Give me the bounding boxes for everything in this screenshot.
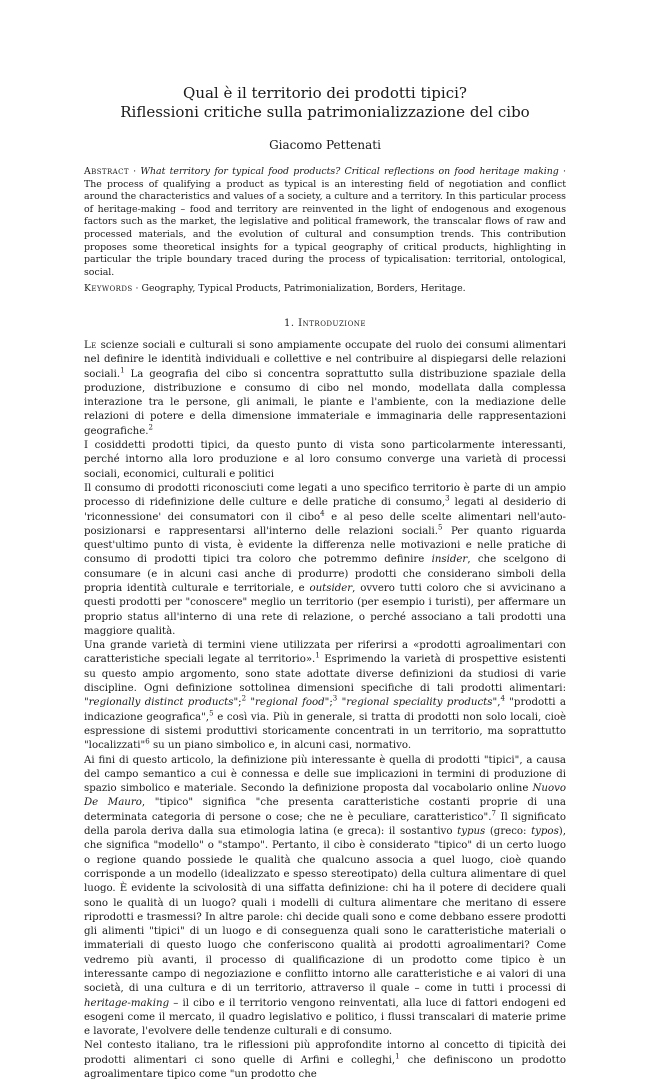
footnote-ref[interactable]: 6 [145,737,150,746]
paragraph-5 [84,754,566,1040]
footnote-ref[interactable]: 3 [445,494,450,503]
paper-title [84,0,566,122]
text-run: e al peso delle scelte alimentari nell'auto-posizionarsi e rappresentarsi all'interno delle relazioni sociali. [84,511,566,537]
italic-term: typos [531,826,559,838]
text-run: legati al desiderio di 'riconnessione' dei consumatori con il cibo [84,497,566,523]
footnote-ref[interactable]: 4 [500,694,505,703]
footnote-ref[interactable]: 1 [395,1052,400,1061]
text-run: – il cibo e il territorio vengono reinventati, alla luce di fattori endogeni ed esogeni come il mercato, il quadro legislativo e politico, i flussi transcalari di materie prime e lavorate, l'evolvere delle tendenze culturali e di consumo. [84,997,566,1038]
paragraph-2: I cosiddetti prodotti tipici, da questo punto di vista sono particolarmente interessanti, perché intorno alla loro produzione e al loro consumo converge una varietà di processi sociali, economici, culturali e politici [84,440,566,480]
text-run: scienze sociali e culturali si sono ampiamente occupate del ruolo dei consumi alimentari nel definire le identità individuali e collettive e nel contribuire al dispiegarsi delle relazioni sociali. [84,339,566,380]
section-title: 1. Introduzione [283,317,367,329]
italic-term: Nuovo De Mauro [84,783,566,809]
abstract: Abstract · What territory for typical food products? Critical reflections on food heritage making · The process of qualifying a product as typical is an interesting field of negotiation and conflict around the characteristics and values of a society, a culture and a territory. In this particular process of heritage-making – food and territory are reinvented in the light of endogenous and exogenous factors such as the market, the legislative and political framework, the transcalar flows of raw and processed materials, and the evolution of cultural and consumption trends. This contribution proposes some theoretical insights for a typical geography of critical products, highlighting in particular the triple boundary traced during the process of typicalisation: territorial, ontological, social. [84,166,566,278]
footnote-ref[interactable]: 3 [332,694,338,703]
footnote-ref[interactable]: 1 [120,366,125,375]
text-run: Esprimendo la varietà di prospettive esistenti su questo ampio argomento, sono state adottate diverse definizioni da studiosi di varie discipline. Ogni definizione sottolinea dimensioni specifiche di tali prodotti alimentari: [84,654,566,695]
text-run: Il consumo di prodotti riconosciuti come legati a uno specifico territorio è parte di un ampio processo di ridefinizione delle culture e delle pratiche di consumo, [84,482,566,509]
footnote-ref[interactable]: 2 [148,423,153,432]
abstract-title: What territory for typical food products? Critical reflections on food heritage making [140,166,559,177]
paragraph-3 [84,482,566,639]
keywords-text: Geography, Typical Products, Patrimonialization, Borders, Heritage. [141,283,466,295]
body-text [84,339,566,1082]
italic-term: insider [431,554,468,566]
text-run: La geografia del cibo si concentra soprattutto sulla distribuzione spaziale della produzione, distribuzione e consumo di cibo nel mondo, modellata dalla complessa interazione tra le persone, gli animali, le piante e l'ambiente, con la mediazione delle relazioni di potere e della dimensione immateriale e immaginaria delle rappresentazioni geografiche. [84,368,566,437]
title-line-1: Qual è il territorio dei prodotti tipici? [183,84,467,102]
abstract-text: The process of qualifying a product as typical is an interesting field of negotiation and conflict around the characteristics and values of a society, a culture and a territory. In this particular process of heritage-making – food and territory are reinvented in the light of endogenous and exogenous factors such as the market, the legislative and political framework, the transcalar flows of raw and processed materials, and the evolution of cultural and consumption trends. This contribution proposes some theoretical insights for a typical geography of critical products, highlighting in particular the triple boundary traced during the process of typicalisation: territorial, ontological, social. [84,178,566,278]
text-run: Una grande varietà di termini viene utilizzata per riferirsi a «prodotti agroalimentari con caratteristiche speciali legate al territorio». [84,640,566,666]
text-run: su un piano simbolico e, in alcuni casi, normativo. [152,740,412,752]
text-run: che definiscono un prodotto agroalimentare tipico come "un prodotto che [84,1054,566,1081]
paragraph-6 [84,1039,566,1082]
text-run: , che scelgono di consumare (e in alcuni casi anche di produrre) prodotti che considerano simboli della propria identità culturale e territoriale, e [84,554,566,594]
author-name: Giacomo Pettenati [269,138,381,152]
italic-term: "regional speciality products" [341,697,498,709]
italic-term: "regional food" [250,697,330,709]
text-run: Ai fini di questo articolo, la definizione più interessante è quella di prodotti "tipici", a causa del campo semantico a cui è connessa e delle sue implicazioni in termini di produzione di spazio simbolico e materiale. Secondo la definizione proposta dal vocabolario online [84,754,566,795]
text-run: ), che significa "modello" o "stampo". Pertanto, il cibo è considerato "tipico" di un certo luogo o regione quando possiede le qualità che qualcuno associa a quel luogo, cioè quando corrisponde a un modello (idealizzato e spesso stereotipato) della cultura alimentare di quel luogo. È evidente la scivolosità di una siffatta definizione: chi ha il potere di decidere quali sono le qualità di un luogo? quali i modelli di cultura alimentare che meritano di essere riprodotti e trasmessi? In altre parole: chi decide quali sono e come debbano essere prodotti gli alimenti "tipici" di un luogo e di conseguenza quali sono le caratteristiche materiali o immateriali di questo luogo che conferiscono qualità ai prodotti agroalimentari? Come vedremo più avanti, il processo di qualificazione di un prodotto come tipico è un interessante campo di negoziazione e conflitto intorno alle caratteristiche e ai valori di una società, di una cultura e di un territorio, attraverso il quale – come in tutti i processi di [84,826,567,995]
footnote-ref[interactable]: 5 [209,709,214,718]
paragraph-1 [84,339,566,439]
text-run: Nel contesto italiano, tra le riflessioni più approfondite intorno al concetto di tipicità dei prodotti alimentari ci sono quelle di Arfini e colleghi, [84,1040,566,1066]
footnote-ref[interactable]: 4 [320,509,325,518]
italic-term: heritage-making [84,997,170,1009]
text-run: "prodotti a indicazione geografica", [84,697,566,723]
footnote-ref[interactable]: 2 [241,694,247,703]
text-run: , ovvero tutti coloro che si avvicinano a questi prodotti per "conoscere" meglio un territorio (per esempio i turisti), per affermare un proprio status all'interno di una rete di relazione, o perché associano a tali prodotti una maggiore qualità. [84,582,566,637]
text-run: , "tipico" significa "che presenta caratteristiche costanti proprie di una determinata categoria di persone o cose; che ne è peculiare, caratteristico". [84,797,566,823]
text-run: Per quanto riguarda quest'ultimo punto di vista, è evidente la differenza nelle motivazioni e nelle pratiche di consumo di prodotti tipici tra coloro che potremmo definire [84,525,566,566]
footnote-ref[interactable]: 5 [438,523,443,532]
title-line-2: Riflessioni critiche sulla patrimonializzazione del cibo [120,103,530,121]
text-run: Il significato della parola deriva dalla sua etimologia latina (e greca): il sostantivo [84,811,566,838]
footnote-ref[interactable]: 1 [315,652,320,661]
italic-term: "regionally distinct products" [84,697,239,709]
keywords-label: Keywords [84,283,133,295]
text-run: (greco: [489,826,527,838]
italic-term: outsider [309,582,353,594]
paragraph-lead: Le [84,339,97,351]
italic-term: typus [457,826,486,838]
keywords: Keywords · Geography, Typical Products, Patrimonialization, Borders, Heritage. [84,283,466,295]
paragraph-4: Una grande varietà di termini viene utilizzata per riferirsi a «prodotti agroalimentari con caratteristiche speciali legate al territorio».$^1$ Esprimendo la varietà di prospettive esistenti su questo ampio argomento, sono state adottate diverse definizioni da studiosi di varie discipline. Ogni definizione sottolinea dimensioni specifiche di tali prodotti alimentari: "regionally distinct products";$^2$ "regional food";$^3$ "regional speciality products",$^4$ "prodotti a indicazione geografica",$^5$ e così via. Più in generale, si tratta di prodotti non solo locali, cioè espressione di sistemi produttivi storicamente concentrati in un territorio, ma soprattutto "localizzati"$^6$ su un piano simbolico e, in alcuni casi, normativo. [84,640,566,752]
abstract-label: Abstract [84,166,129,177]
text-run: e così via. Più in generale, si tratta di prodotti non solo locali, cioè espressione di sistemi produttivi storicamente concentrati in un territorio, ma soprattutto "localizzati" [84,711,566,752]
footnote-ref[interactable]: 7 [491,809,496,818]
